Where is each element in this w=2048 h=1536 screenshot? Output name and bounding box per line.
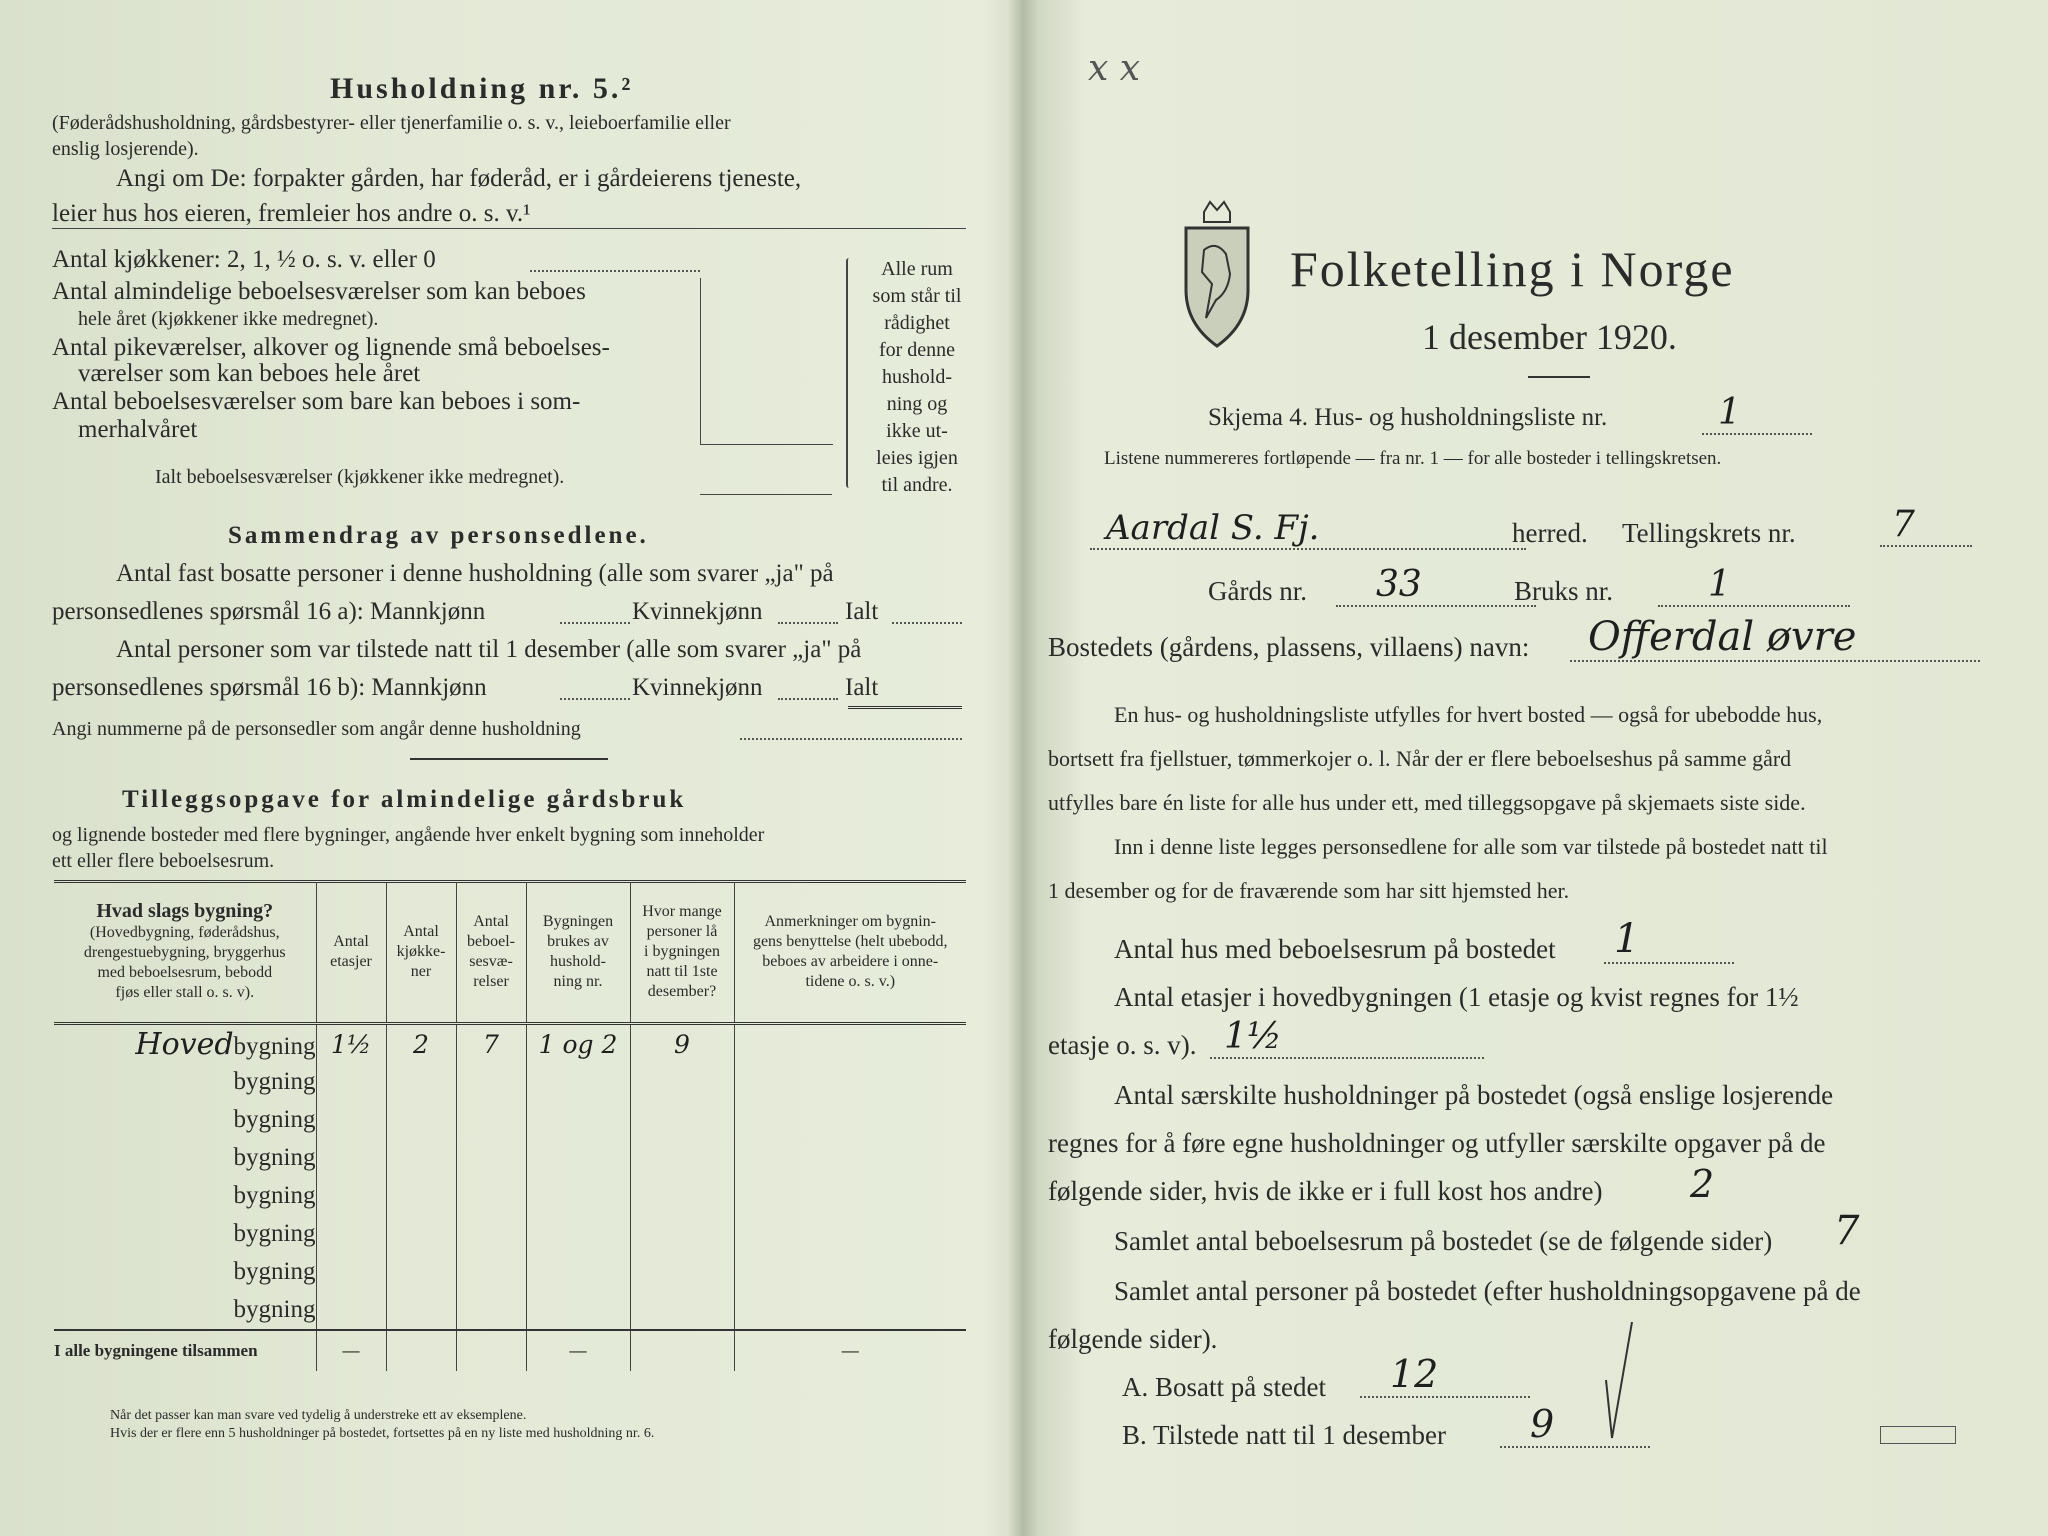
kvinne-field-1 <box>778 622 838 624</box>
summary-line-2: personsedlenes spørsmål 16 a): Mannkjønn <box>52 598 486 625</box>
main-title: Folketelling i Norge <box>1290 241 1735 297</box>
bosatt-value: 12 <box>1360 1352 1530 1398</box>
intro-line-2: enslig losjerende). <box>52 138 199 160</box>
husholdning-value: 1 og 2 <box>526 1024 630 1064</box>
tillegg-title: Tilleggsopgave for almindelige gårdsbruk <box>122 786 687 813</box>
table-total-row <box>54 1330 966 1371</box>
gards-label: Gårds nr. <box>1208 576 1307 606</box>
col-header-building <box>54 882 316 1024</box>
ialt-label-1: Ialt <box>845 598 879 625</box>
mann-field-2 <box>560 698 630 700</box>
table-row <box>54 1024 966 1064</box>
skjema-label: Skjema 4. Hus- og husholdningsliste nr. <box>1208 404 1608 431</box>
footnote-2: Hvis der er flere enn 5 husholdninger på bostedet, fortsettes på en ny liste med husholdning nr. 6. <box>110 1426 655 1441</box>
etasjer-line-1: Antal etasjer i hovedbygningen (1 etasje og kvist regnes for 1½ <box>1114 982 1799 1012</box>
tilstede-label: B. Tilstede natt til 1 desember <box>1122 1420 1446 1450</box>
kvinne-label-1: Kvinnekjønn <box>632 598 763 625</box>
etasjer-value: 1½ <box>1210 1016 1484 1059</box>
rom-value: 7 <box>456 1024 526 1064</box>
instr-line-5: 1 desember og for de fraværende som har sitt hjemsted her. <box>1048 878 1570 903</box>
building-word: bygning <box>233 1258 316 1285</box>
building-cell <box>54 1024 316 1064</box>
rooms-leader-1 <box>530 270 700 272</box>
col-header-husholdning: Bygningen brukes av hushold- ning nr. <box>526 882 630 1024</box>
samlet-rum-label: Samlet antal beboelsesrum på bostedet (se de følgende sider) <box>1114 1226 1773 1256</box>
saer-value: 2 <box>1690 1162 1715 1206</box>
gards-value: 33 <box>1336 564 1536 607</box>
tilstede-value: 9 <box>1500 1402 1650 1448</box>
etasjer-line-2: etasje o. s. v). <box>1048 1030 1197 1060</box>
herred-value: Aardal S. Fj. <box>1090 508 1526 550</box>
building-word: bygning <box>233 1182 316 1209</box>
ialt-field-2 <box>848 706 962 709</box>
rooms-line-1: Antal kjøkkener: 2, 1, ½ o. s. v. eller 0 <box>52 246 436 273</box>
total-dash: — <box>734 1330 966 1371</box>
total-dash: — <box>316 1330 386 1371</box>
bruks-value: 1 <box>1658 564 1850 607</box>
corner-mark: x x <box>1088 48 1141 89</box>
col-header-personer: Hvor mange personer lå i bygningen natt til 1ste desember? <box>630 882 734 1024</box>
table-row <box>54 1215 966 1253</box>
krets-value: 7 <box>1880 504 1972 547</box>
check-marks <box>1598 1310 1638 1450</box>
tillegg-line-2: ett eller flere beboelsesrum. <box>52 850 275 872</box>
saer-line-2: regnes for å føre egne husholdninger og utfyller særskilte opgaver på de <box>1048 1128 1826 1158</box>
tillegg-line-1: og lignende bosteder med flere bygninger, angående hver enkelt bygning som inneholder <box>52 824 765 846</box>
coat-of-arms-icon <box>1176 200 1258 352</box>
saer-line-1: Antal særskilte husholdninger på bostedet (også enslige losjerende <box>1114 1080 1834 1110</box>
total-label: I alle bygningene tilsammen <box>54 1330 316 1371</box>
hus-value: 1 <box>1604 916 1734 964</box>
building-word: bygning <box>233 1106 316 1133</box>
instr-line-1: En hus- og husholdningsliste utfylles for hvert bosted — også for ubebodde hus, <box>1114 702 1823 727</box>
rooms-line-5: værelser som kan beboes hele året <box>78 360 421 387</box>
bosted-value: Offerdal øvre <box>1570 614 1980 662</box>
side-note-line: ikke ut- <box>886 420 948 442</box>
samlet-pers-line-1: Samlet antal personer på bostedet (efter husholdningsopgavene på de <box>1114 1276 1861 1306</box>
total-dash: — <box>526 1330 630 1371</box>
bosted-label: Bostedets (gårdens, plassens, villaens) navn: <box>1048 632 1530 662</box>
side-note-line: hushold- <box>882 366 952 388</box>
summary-line-3: Antal personer som var tilstede natt til 1 desember (alle som svarer „ja" på <box>116 636 862 663</box>
angi-line-1: Angi om De: forpakter gården, har føderåd, er i gårdeierens tjeneste, <box>116 165 802 192</box>
samlet-pers-line-2: følgende sider). <box>1048 1324 1218 1354</box>
building-word: bygning <box>233 1220 316 1247</box>
ialt-field-1 <box>892 622 962 624</box>
etasjer-value: 1½ <box>316 1024 386 1064</box>
bruks-label: Bruks nr. <box>1514 576 1614 606</box>
brace <box>846 258 852 488</box>
kvinne-label-2: Kvinnekjønn <box>632 674 763 701</box>
bosatt-label: A. Bosatt på stedet <box>1122 1372 1326 1402</box>
page-fold <box>1008 0 1038 1536</box>
side-note-line: rådighet <box>884 312 950 334</box>
skjema-value: 1 <box>1702 392 1812 435</box>
anmerkning-value <box>734 1024 966 1064</box>
rooms-line-4: Antal pikeværelser, alkover og lignende små beboelses- <box>52 334 610 361</box>
summary-line-4: personsedlenes spørsmål 16 b): Mannkjønn <box>52 674 487 701</box>
saer-line-3: følgende sider, hvis de ikke er i full kost hos andre) <box>1048 1176 1603 1206</box>
kvinne-field-2 <box>778 698 838 700</box>
samlet-rum-value: 7 <box>1834 1208 1860 1254</box>
building-word: bygning <box>233 1144 316 1171</box>
rooms-line-2: Antal almindelige beboelsesværelser som kan beboes <box>52 278 586 305</box>
table-row <box>54 1063 966 1101</box>
building-handwritten: Hoved <box>135 1026 234 1062</box>
herred-label: herred. <box>1512 518 1588 548</box>
table-row <box>54 1253 966 1291</box>
rooms-line-7: merhalvåret <box>78 416 198 443</box>
rooms-line-3: hele året (kjøkkener ikke medregnet). <box>78 308 379 330</box>
intro-line-1: (Føderådshusholdning, gårdsbestyrer- eller tjenerfamilie o. s. v., leieboerfamilie eller <box>52 112 731 134</box>
side-note-line: ning og <box>886 393 948 415</box>
table-row <box>54 1177 966 1215</box>
divider <box>410 758 608 760</box>
building-word: bygning <box>233 1296 316 1323</box>
ialt-rooms-value <box>700 470 832 495</box>
side-note-line: leies igjen <box>876 447 958 469</box>
angi-nummer-field <box>740 738 962 740</box>
side-note <box>862 256 972 499</box>
hus-label: Antal hus med beboelsesrum på bostedet <box>1114 934 1556 964</box>
summary-title: Sammendrag av personsedlene. <box>228 522 649 549</box>
header-building-text: Hvad slags bygning? (Hovedbygning, føderådshus, drengestuebygning, bryggerhus med beboelsesrum, bebodd fjøs eller stall o. s. v). <box>83 900 286 1001</box>
krets-label: Tellingskrets nr. <box>1622 518 1796 548</box>
side-note-line: til andre. <box>881 474 953 496</box>
table-row <box>54 1101 966 1139</box>
household-title: Husholdning nr. 5.² <box>330 72 634 105</box>
rooms-value-column <box>700 278 833 445</box>
building-word: bygning <box>233 1068 316 1095</box>
main-date: 1 desember 1920. <box>1422 317 1677 357</box>
side-note-line: for denne <box>878 339 956 361</box>
table-header-row <box>54 882 966 1024</box>
summary-line-1: Antal fast bosatte personer i denne husholdning (alle som svarer „ja" på <box>116 560 834 587</box>
printer-stamp <box>1880 1426 1956 1444</box>
ialt-label-2: Ialt <box>845 674 879 701</box>
table-row <box>54 1139 966 1177</box>
side-note-line: Alle rum <box>881 258 953 280</box>
side-note-line: som står til <box>872 285 962 307</box>
listene-note: Listene nummereres fortløpende — fra nr. 1 — for alle bosteder i tellingskretsen. <box>1104 448 1722 469</box>
building-word: bygning <box>233 1032 316 1060</box>
personer-value: 9 <box>630 1024 734 1064</box>
col-header-kjokken: Antal kjøkke- ner <box>386 882 456 1024</box>
angi-line-2: leier hus hos eieren, fremleier hos andre o. s. v.¹ <box>52 200 966 229</box>
col-header-etasjer: Antal etasjer <box>316 882 386 1024</box>
angi-nummer: Angi nummerne på de personsedler som angår denne husholdning <box>52 718 581 740</box>
table-row <box>54 1291 966 1330</box>
kjokken-value: 2 <box>386 1024 456 1064</box>
mann-field-1 <box>560 622 630 624</box>
footnote-1: Når det passer kan man svare ved tydelig å understreke ett av eksemplene. <box>110 1408 527 1423</box>
instr-line-3: utfylles bare én liste for alle hus under ett, med tilleggsopgave på skjemaets siste side. <box>1048 790 1806 815</box>
title-rule <box>1528 376 1590 378</box>
ialt-rooms: Ialt beboelsesværelser (kjøkkener ikke medregnet). <box>155 466 565 488</box>
buildings-table <box>54 882 966 1371</box>
instr-line-4: Inn i denne liste legges personsedlene for alle som var tilstede på bostedet natt til <box>1114 834 1828 859</box>
col-header-rom: Antal beboel- sesvæ- relser <box>456 882 526 1024</box>
col-header-anmerkninger: Anmerkninger om bygnin- gens benyttelse (helt ubebodd, beboes av arbeidere i onne- tidene o. s. v.) <box>734 882 966 1024</box>
rooms-line-6: Antal beboelsesværelser som bare kan beboes i som- <box>52 388 581 415</box>
instr-line-2: bortsett fra fjellstuer, tømmerkojer o. l. Når der er flere beboelseshus på samme gård <box>1048 746 1792 771</box>
